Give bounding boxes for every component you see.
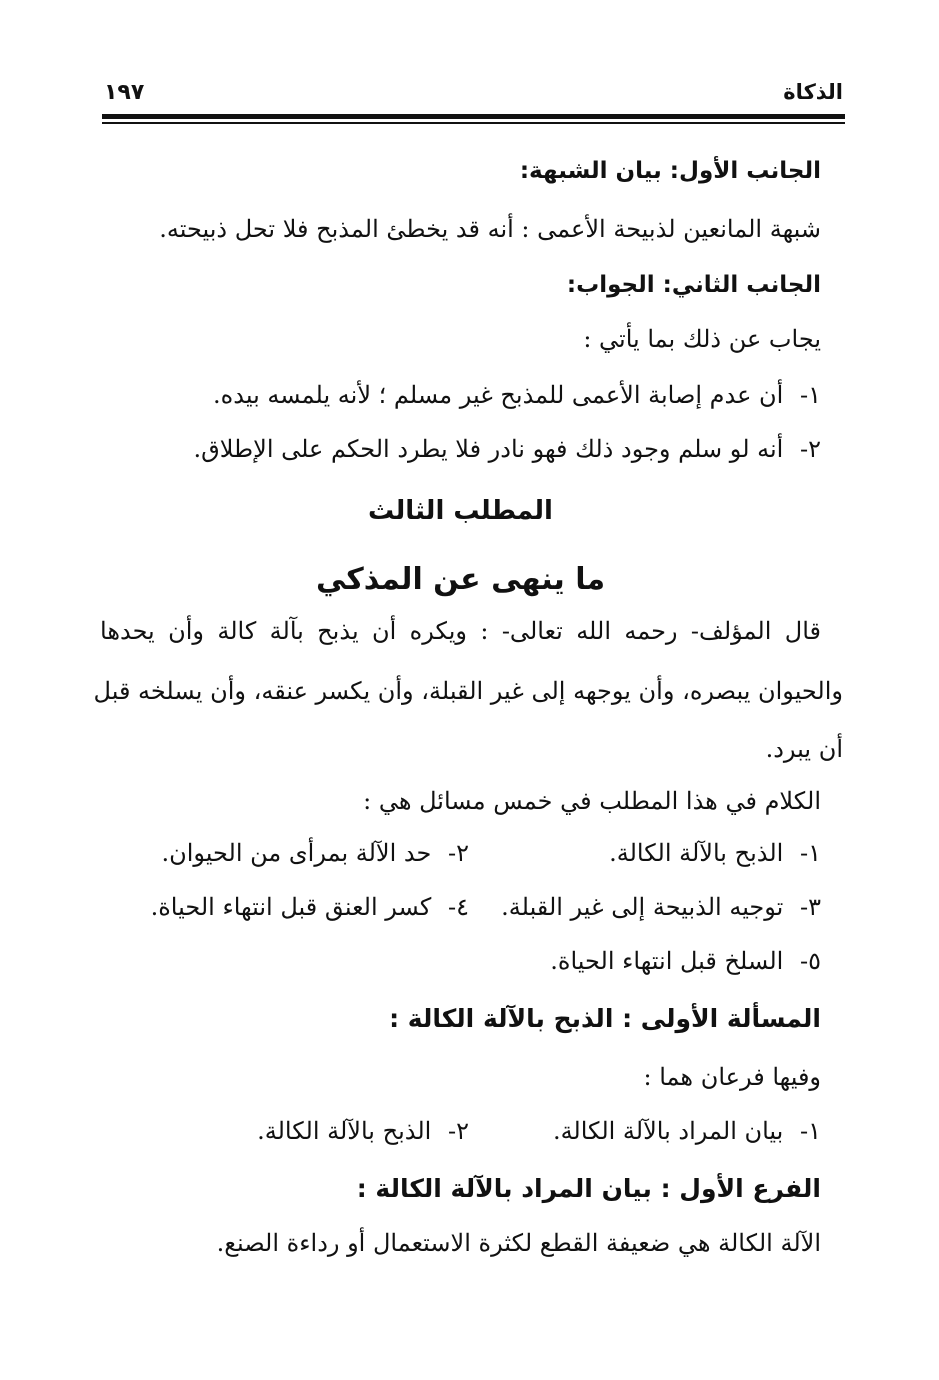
answer-text: أن عدم إصابة الأعمى للمذبح غير مسلم ؛ لأنه يلمسه بيده. bbox=[213, 381, 784, 409]
branch-item bbox=[257, 1114, 469, 1148]
paragraph-answer-intro: يجاب عن ذلك بما يأتي : bbox=[583, 325, 821, 353]
issue-number: ٢- bbox=[448, 839, 469, 867]
quote-line: والحيوان يبصره، وأن يوجهه إلى غير القبلة، وأن يكسر عنقه، وأن يسلخه قبل bbox=[93, 677, 843, 705]
issue-text: توجيه الذبيحة إلى غير القبلة. bbox=[501, 893, 784, 921]
quote-line: أن يبرد. bbox=[765, 735, 843, 763]
heading-issue-one: المسألة الأولى : الذبح بالآلة الكالة : bbox=[389, 1004, 821, 1033]
issue-item bbox=[550, 944, 821, 978]
issue-text: الذبح بالآلة الكالة. bbox=[609, 839, 784, 867]
branch-number: ١- bbox=[800, 1117, 821, 1145]
paragraph-shubha: شبهة المانعين لذبيحة الأعمى : أنه قد يخطئ المذبح فلا تحل ذبيحته. bbox=[159, 215, 821, 243]
heading-second-side: الجانب الثاني: الجواب: bbox=[566, 272, 821, 298]
answer-text: أنه لو سلم وجود ذلك فهو نادر فلا يطرد الحكم على الإطلاق. bbox=[193, 435, 784, 463]
branch-number: ٢- bbox=[448, 1117, 469, 1145]
issue-text: حد الآلة بمرأى من الحيوان. bbox=[161, 839, 432, 867]
paragraph-definition: الآلة الكالة هي ضعيفة القطع لكثرة الاستعمال أو رداءة الصنع. bbox=[216, 1229, 821, 1257]
issue-item bbox=[161, 836, 469, 870]
running-header-title: الذكاة bbox=[783, 80, 843, 104]
answer-number: ١- bbox=[800, 381, 821, 409]
paragraph-branches-intro: وفيها فرعان هما : bbox=[643, 1063, 821, 1091]
answer-item bbox=[100, 432, 821, 466]
header-rule-thick bbox=[102, 114, 845, 119]
issue-text: كسر العنق قبل انتهاء الحياة. bbox=[150, 893, 432, 921]
page-number: ١٩٧ bbox=[104, 80, 145, 105]
heading-branch-one: الفرع الأول : بيان المراد بالآلة الكالة : bbox=[356, 1174, 821, 1203]
branch-item bbox=[553, 1114, 821, 1148]
issue-text: السلخ قبل انتهاء الحياة. bbox=[550, 947, 784, 975]
issue-number: ٥- bbox=[800, 947, 821, 975]
issue-item bbox=[501, 890, 821, 924]
issue-item bbox=[609, 836, 821, 870]
issue-item bbox=[151, 890, 469, 924]
branch-text: الذبح بالآلة الكالة. bbox=[257, 1117, 432, 1145]
quote-line: قال المؤلف- رحمه الله تعالى- : ويكره أن يذبح بآلة كالة وأن يحدها bbox=[100, 617, 821, 645]
answer-item bbox=[100, 378, 821, 412]
answer-number: ٢- bbox=[800, 435, 821, 463]
issue-number: ١- bbox=[800, 839, 821, 867]
header-rule-thin bbox=[102, 122, 845, 124]
section-title: المطلب الثالث bbox=[368, 496, 553, 526]
issue-number: ٣- bbox=[800, 893, 821, 921]
issue-number: ٤- bbox=[448, 893, 469, 921]
heading-first-side: الجانب الأول: بيان الشبهة: bbox=[519, 158, 821, 184]
paragraph-issues-intro: الكلام في هذا المطلب في خمس مسائل هي : bbox=[363, 787, 821, 815]
section-subtitle: ما ينهى عن المذكي bbox=[315, 562, 606, 597]
branch-text: بيان المراد بالآلة الكالة. bbox=[552, 1117, 784, 1145]
